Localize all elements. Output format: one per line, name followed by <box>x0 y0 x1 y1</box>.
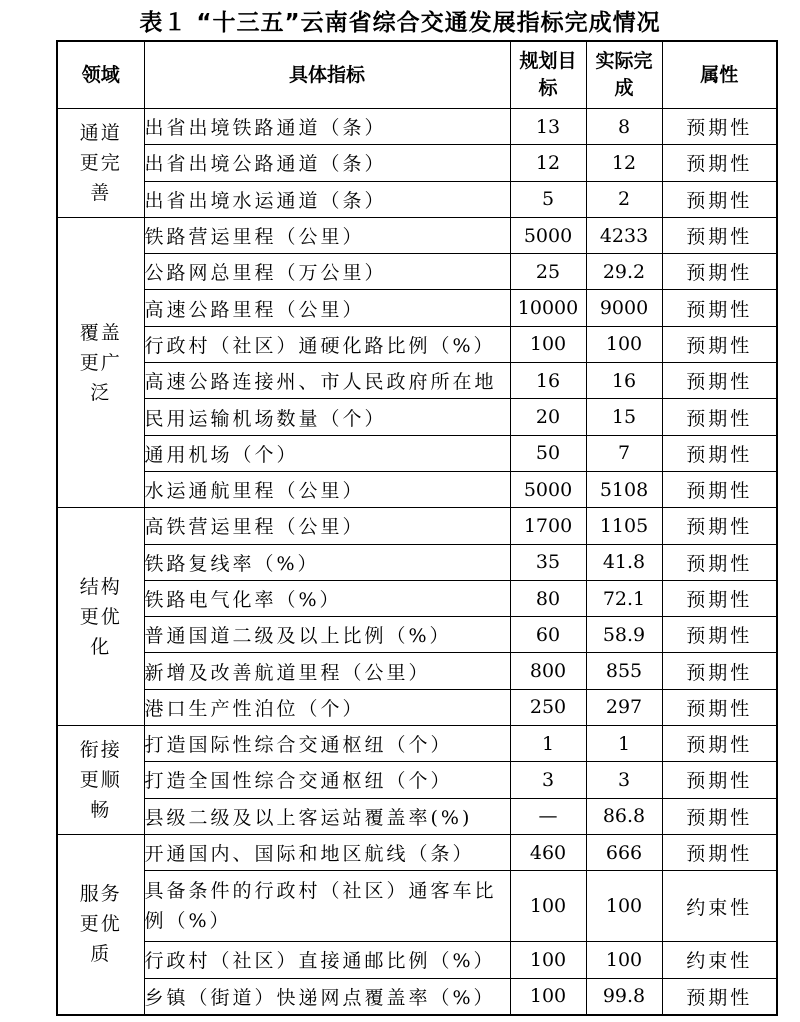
table-row <box>57 871 777 942</box>
indicator-cell: 打造全国性综合交通枢纽（个） <box>144 762 510 798</box>
table-row <box>57 435 777 471</box>
actual-cell: 855 <box>586 653 662 689</box>
planned-cell: 25 <box>510 254 586 290</box>
table-row <box>57 363 777 399</box>
planned-cell: 60 <box>510 617 586 653</box>
indicator-cell: 民用运输机场数量（个） <box>144 399 510 435</box>
indicator-cell: 新增及改善航道里程（公里） <box>144 653 510 689</box>
actual-cell: 100 <box>586 326 662 362</box>
header-attribute: 属性 <box>662 41 777 109</box>
actual-cell: 12 <box>586 145 662 181</box>
planned-cell: 460 <box>510 834 586 870</box>
table-row <box>57 181 777 217</box>
table-body <box>57 109 777 1015</box>
table-row <box>57 217 777 253</box>
actual-cell: 29.2 <box>586 254 662 290</box>
indicator-cell: 铁路电气化率（%） <box>144 580 510 616</box>
table-row <box>57 544 777 580</box>
actual-cell: 8 <box>586 109 662 145</box>
indicator-cell: 出省出境水运通道（条） <box>144 181 510 217</box>
indicator-cell: 高速公路连接州、市人民政府所在地 <box>144 363 510 399</box>
attribute-cell: 预期性 <box>662 508 777 544</box>
indicator-cell: 具备条件的行政村（社区）通客车比例（%） <box>144 871 510 942</box>
header-planned: 规划目标 <box>510 41 586 109</box>
attribute-cell: 预期性 <box>662 326 777 362</box>
attribute-cell: 预期性 <box>662 580 777 616</box>
table-row <box>57 145 777 181</box>
indicator-cell: 通用机场（个） <box>144 435 510 471</box>
attribute-cell: 预期性 <box>662 617 777 653</box>
attribute-cell: 预期性 <box>662 109 777 145</box>
attribute-cell: 预期性 <box>662 978 777 1015</box>
attribute-cell: 预期性 <box>662 689 777 725</box>
planned-cell: 20 <box>510 399 586 435</box>
header-indicator: 具体指标 <box>144 41 510 109</box>
planned-cell: 1 <box>510 726 586 762</box>
actual-cell: 5108 <box>586 471 662 507</box>
indicator-cell: 港口生产性泊位（个） <box>144 689 510 725</box>
indicator-cell: 打造国际性综合交通枢纽（个） <box>144 726 510 762</box>
attribute-cell: 预期性 <box>662 834 777 870</box>
actual-cell: 58.9 <box>586 617 662 653</box>
actual-cell: 9000 <box>586 290 662 326</box>
planned-cell: 100 <box>510 978 586 1015</box>
table-header-row <box>57 41 777 109</box>
actual-cell: 100 <box>586 871 662 942</box>
actual-cell: 1105 <box>586 508 662 544</box>
indicator-cell: 公路网总里程（万公里） <box>144 254 510 290</box>
actual-cell: 15 <box>586 399 662 435</box>
planned-cell: 100 <box>510 871 586 942</box>
attribute-cell: 约束性 <box>662 942 777 978</box>
attribute-cell: 预期性 <box>662 181 777 217</box>
planned-cell: 100 <box>510 326 586 362</box>
table-row <box>57 689 777 725</box>
attribute-cell: 预期性 <box>662 145 777 181</box>
planned-cell: 250 <box>510 689 586 725</box>
planned-cell: 35 <box>510 544 586 580</box>
table-row <box>57 978 777 1015</box>
planned-cell: 5000 <box>510 471 586 507</box>
indicator-cell: 水运通航里程（公里） <box>144 471 510 507</box>
table-row <box>57 653 777 689</box>
actual-cell: 297 <box>586 689 662 725</box>
actual-cell: 4233 <box>586 217 662 253</box>
table-row <box>57 834 777 870</box>
attribute-cell: 约束性 <box>662 871 777 942</box>
indicator-cell: 铁路营运里程（公里） <box>144 217 510 253</box>
indicator-cell: 行政村（社区）直接通邮比例（%） <box>144 942 510 978</box>
planned-cell: 50 <box>510 435 586 471</box>
table-row <box>57 254 777 290</box>
header-actual: 实际完成 <box>586 41 662 109</box>
indicator-cell: 出省出境铁路通道（条） <box>144 109 510 145</box>
planned-cell: 80 <box>510 580 586 616</box>
actual-cell: 3 <box>586 762 662 798</box>
table-row <box>57 109 777 145</box>
actual-cell: 72.1 <box>586 580 662 616</box>
planned-cell: 12 <box>510 145 586 181</box>
actual-cell: 1 <box>586 726 662 762</box>
table-row <box>57 798 777 834</box>
domain-cell: 服务更优质 <box>57 834 144 1014</box>
attribute-cell: 预期性 <box>662 399 777 435</box>
indicator-cell: 高铁营运里程（公里） <box>144 508 510 544</box>
attribute-cell: 预期性 <box>662 435 777 471</box>
header-domain: 领域 <box>57 41 144 109</box>
attribute-cell: 预期性 <box>662 653 777 689</box>
planned-cell: 1700 <box>510 508 586 544</box>
indicator-cell: 行政村（社区）通硬化路比例（%） <box>144 326 510 362</box>
actual-cell: 16 <box>586 363 662 399</box>
planned-cell: 100 <box>510 942 586 978</box>
table-title: 表１ “十三五”云南省综合交通发展指标完成情况 <box>139 10 661 36</box>
attribute-cell: 预期性 <box>662 762 777 798</box>
table-row <box>57 326 777 362</box>
domain-cell: 通道更完善 <box>57 109 144 218</box>
actual-cell: 7 <box>586 435 662 471</box>
table-row <box>57 508 777 544</box>
indicator-cell: 乡镇（街道）快递网点覆盖率（%） <box>144 978 510 1015</box>
attribute-cell: 预期性 <box>662 798 777 834</box>
table-row <box>57 942 777 978</box>
attribute-cell: 预期性 <box>662 544 777 580</box>
table-row <box>57 762 777 798</box>
attribute-cell: 预期性 <box>662 726 777 762</box>
table-row <box>57 471 777 507</box>
attribute-cell: 预期性 <box>662 471 777 507</box>
attribute-cell: 预期性 <box>662 254 777 290</box>
actual-cell: 41.8 <box>586 544 662 580</box>
planned-cell: 13 <box>510 109 586 145</box>
domain-cell: 衔接更顺畅 <box>57 726 144 835</box>
planned-cell: 5000 <box>510 217 586 253</box>
planned-cell: 800 <box>510 653 586 689</box>
actual-cell: 99.8 <box>586 978 662 1015</box>
actual-cell: 2 <box>586 181 662 217</box>
planned-cell: 5 <box>510 181 586 217</box>
indicator-cell: 高速公路里程（公里） <box>144 290 510 326</box>
indicator-cell: 铁路复线率（%） <box>144 544 510 580</box>
actual-cell: 100 <box>586 942 662 978</box>
table-row <box>57 580 777 616</box>
attribute-cell: 预期性 <box>662 363 777 399</box>
attribute-cell: 预期性 <box>662 290 777 326</box>
domain-cell: 结构更优化 <box>57 508 144 726</box>
indicator-cell: 出省出境公路通道（条） <box>144 145 510 181</box>
table-row <box>57 726 777 762</box>
attribute-cell: 预期性 <box>662 217 777 253</box>
table-row <box>57 617 777 653</box>
table-row <box>57 399 777 435</box>
planned-cell: 10000 <box>510 290 586 326</box>
table-row <box>57 290 777 326</box>
actual-cell: 86.8 <box>586 798 662 834</box>
domain-cell: 覆盖更广泛 <box>57 217 144 507</box>
actual-cell: 666 <box>586 834 662 870</box>
indicator-cell: 开通国内、国际和地区航线（条） <box>144 834 510 870</box>
indicator-table <box>56 40 778 1016</box>
planned-cell: — <box>510 798 586 834</box>
indicator-cell: 县级二级及以上客运站覆盖率(%) <box>144 798 510 834</box>
indicator-cell: 普通国道二级及以上比例（%） <box>144 617 510 653</box>
planned-cell: 16 <box>510 363 586 399</box>
planned-cell: 3 <box>510 762 586 798</box>
